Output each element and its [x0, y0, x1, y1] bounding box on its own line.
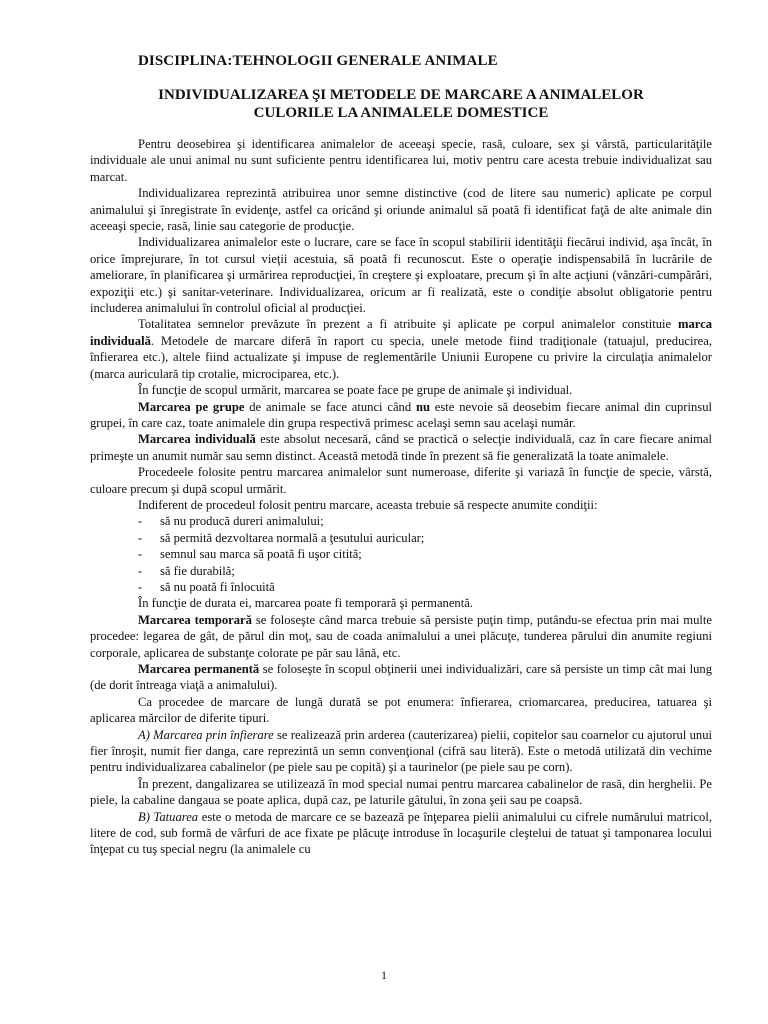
list-item: - semnul sau marca să poată fi uşor citită;	[90, 546, 712, 562]
paragraph-8: Procedeele folosite pentru marcarea animalelor sunt numeroase, diferite şi variază în funcţie de specie, vârstă, culoare precum şi după scopul urmărit.	[90, 465, 712, 496]
paragraph-2: Individualizarea reprezintă atribuirea unor semne distinctive (cod de litere sau numeric) aplicate pe corpul animalului şi înregistrate în evidenţe, astfel ca oricând şi oriunde animalul să poată fi identificat faţă de alte animale din aceeaşi specie, rasă, linie sau categorie de producţie.	[90, 186, 712, 234]
page-number: 1	[381, 968, 387, 982]
p11-text-b: se foloseşte când marca trebuie să persiste puţin timp, putându-se efectua prin mai multe procedee: legarea de gât, de părul din moţ, sau de coada animalului a unei plăcuţe, tunderea părului din anumite regiuni corporale, aplicarea de substanţe colorate pe păr sau lână, etc.	[90, 612, 712, 660]
paragraph-14	[90, 727, 712, 776]
p4-text-a: Totalitatea semnelor prevăzute în prezent a fi atribuite şi aplicate pe corpul animalelor constituie	[138, 317, 678, 332]
paragraph-12	[90, 661, 712, 694]
p6-text-d: este nevoie să deosebim fiecare animal din cuprinsul grupei, în care caz, toate animalele din grupa respectivă primesc acelaşi semn sau acelaşi număr.	[90, 399, 712, 430]
p4-bold-term: marca individuală	[90, 317, 712, 348]
p12-text-b: se foloseşte în scopul obţinerii unei individualizări, care să persiste un timp cât mai lung (de dorit întreaga viaţă a animalului).	[90, 662, 712, 693]
paragraph-7	[90, 431, 712, 464]
paragraph-1: Pentru deosebirea şi identificarea animalelor de aceeaşi specie, rasă, culoare, sex şi vârstă, particularităţile individuale ale unui animal nu sunt suficiente pentru identificarea lui, motiv pentru care acesta trebuie individualizat sau marcat.	[90, 137, 712, 184]
p11-bold-term: Marcarea temporară	[138, 612, 252, 627]
title-line-2: CULORILE LA ANIMALELE DOMESTICE	[253, 104, 549, 121]
paragraph-9: Indiferent de procedeul folosit pentru marcare, aceasta trebuie să respecte anumite condiţii:	[138, 497, 598, 512]
p4-text-c: . Metodele de marcare diferă în raport cu specia, unele metode fiind tradiţionale (tatuajul, preducirea, înfierarea etc.), altele fiind actualizate şi impuse de reglementările Uniunii Europene cu privire la circulaţia animalelor (marca auriculară tip crotalie, microciparea, etc.).	[90, 333, 712, 381]
title-line-1: INDIVIDUALIZAREA ŞI METODELE DE MARCARE A ANIMALELOR	[158, 87, 644, 103]
p7-bold-term: Marcarea individuală	[138, 432, 256, 447]
p16-text-b: este o metoda de marcare ce se bazează pe înţeparea pielii animalului cu cifrele numărului matricol, litere de cod, sub formă de vârfuri de ace fixate pe plăcuţe introduse în locaşurile cleştelui de tatuat şi tamponarea locului înţepat cu tuş special negru (la animalele cu	[90, 809, 712, 857]
paragraph-3: Individualizarea animalelor este o lucrare, care se face în scopul stabilirii identităţii fiecărui individ, aşa încât, în orice împrejurare, în tot cursul vieţii acestuia, să poată fi recunoscut. Este o operaţie indispensabilă în lucrările de ameliorare, în planificarea şi urmărirea reproducţiei, în creştere şi exploatare, precum şi în alte acţiuni (vânzări-cumpărări, expoziţii etc.) şi sanitar-veterinare. Individualizarea, oricum ar fi realizată, este o condiţie absolut obligatorie pentru includerea animalului în controlul oficial al producţiei.	[90, 235, 712, 316]
paragraph-16	[90, 809, 712, 858]
document-page	[90, 52, 712, 858]
p14-text-b: se realizează prin arderea (cauterizarea) pielii, copitelor sau coarnelor cu ajutorul unui fier înroşit, numit fier danga, care reprezintă un semn convenţional (cifră sau literă). Este o metodă utilizată din vechime pentru individualizarea cabalinelor (pe piele sau pe copită) şi a taurinelor (pe piele sau pe corn).	[90, 727, 712, 775]
p7-text-b: este absolut necesară, când se practică o selecţie individuală, caz în care fiecare animal primeşte un anumit număr sau semn distinct. Această metodă tinde în prezent să fie generalizată la toate animalele.	[90, 432, 713, 463]
paragraph-4	[90, 316, 712, 382]
p6-bold-term: Marcarea pe grupe	[138, 399, 245, 414]
p6-text-b: de animale se face atunci când	[244, 399, 416, 414]
document-title	[90, 87, 712, 122]
p6-bold-nu: nu	[415, 399, 430, 414]
p16-italic-heading: B) Tatuarea	[138, 809, 199, 824]
paragraph-10: În funcţie de durata ei, marcarea poate fi temporară şi permanentă.	[138, 596, 473, 611]
list-item: - să nu producă dureri animalului;	[90, 513, 712, 529]
conditions-list	[90, 513, 712, 595]
paragraph-15: În prezent, dangalizarea se utilizează în mod special numai pentru marcarea cabalinelor de rasă, din herghelii. Pe piele, la cabaline dangaua se poate aplica, după caz, pe laturile gâtului, în zona şeii sau pe coapsă.	[90, 776, 712, 808]
paragraph-6	[90, 399, 712, 432]
paragraph-5: În funcţie de scopul urmărit, marcarea se poate face pe grupe de animale şi individual.	[138, 383, 573, 398]
p12-bold-term: Marcarea permanentă	[138, 662, 260, 676]
list-item: - să nu poată fi înlocuită	[90, 579, 712, 595]
list-item: - să fie durabilă;	[90, 563, 712, 579]
p14-italic-heading: A) Marcarea prin înfierare	[138, 727, 274, 742]
paragraph-13: Ca procedee de marcare de lungă durată se pot enumera: înfierarea, criomarcarea, preducirea, tatuarea şi aplicarea mărcilor de diferite tipuri.	[90, 694, 712, 726]
list-item: - să permită dezvoltarea normală a ţesutului auricular;	[90, 530, 712, 546]
discipline-heading: DISCIPLINA:TEHNOLOGII GENERALE ANIMALE	[138, 53, 498, 69]
paragraph-11	[90, 612, 712, 661]
